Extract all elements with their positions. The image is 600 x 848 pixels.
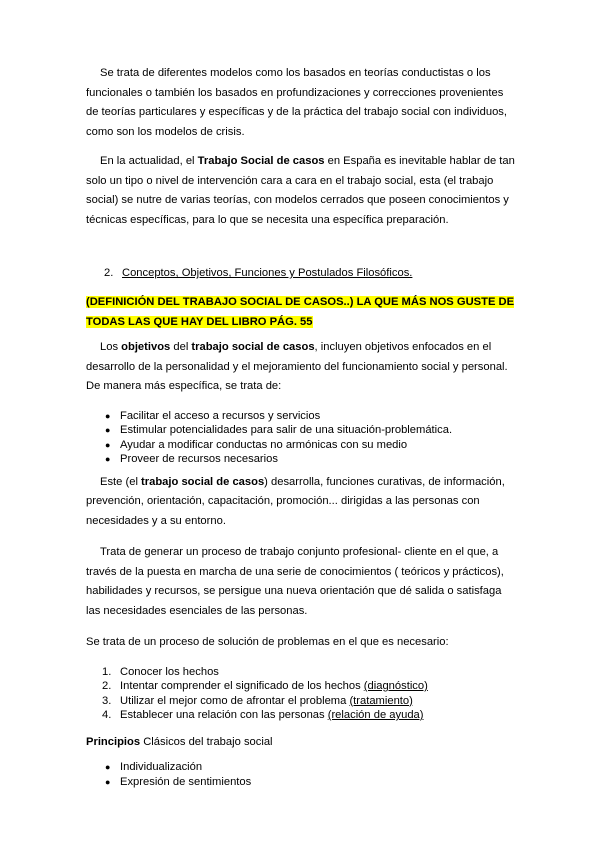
list-item	[86, 775, 518, 790]
bullet-icon: ●	[105, 439, 111, 450]
list-item-text: Estimular potencialidades para salir de una situación-problemática.	[120, 424, 453, 436]
list-item-text: Expresión de sentimientos	[120, 775, 252, 788]
bold-term: objetivos	[121, 341, 171, 353]
paragraph-actualidad	[86, 152, 518, 230]
underlined-term: (tratamiento)	[349, 694, 413, 707]
list-number: 2.	[102, 680, 112, 692]
list-item-text	[120, 708, 424, 723]
list-number: 4.	[102, 709, 112, 721]
list-item	[86, 409, 518, 424]
list-item	[86, 708, 518, 723]
bullet-icon: ●	[105, 762, 111, 772]
list-item	[86, 423, 518, 438]
paragraph-principios	[86, 733, 518, 753]
bullet-icon: ●	[105, 776, 111, 787]
highlighted-note	[86, 293, 518, 332]
text-run: Este (el	[100, 475, 142, 488]
section-number: 2.	[104, 267, 114, 279]
text-run: Establecer una relación con las personas	[120, 709, 328, 721]
list-item	[86, 694, 518, 709]
text-run: En la actualidad, el	[100, 155, 198, 167]
bullet-icon: ●	[105, 425, 111, 435]
section-title: Conceptos, Objetivos, Funciones y Postulados Filosóficos.	[122, 267, 413, 279]
text-run: en España es inevitable hablar de tan solo un tipo o nivel de intervención cara a cara en el trabajo social, esta (el trabajo social) se nutre de varias teorías, con modelos cerrados que poseen conocimientos y técnicas específicas, para lo que se necesita una específica preparación.	[86, 155, 515, 226]
list-item-text	[120, 665, 219, 680]
list-item	[86, 438, 518, 453]
list-item	[86, 452, 518, 467]
text-run: Utilizar el mejor como de afrontar el problema	[120, 694, 350, 707]
text-run: , incluyen objetivos enfocados en el desarrollo de la personalidad y el mejoramiento del funcionamiento social y personal. De manera más específica, se trata de:	[86, 341, 508, 392]
objectives-list	[86, 409, 518, 467]
text-run: Clásicos del trabajo social	[140, 735, 273, 748]
bold-term: trabajo social de casos	[141, 475, 265, 488]
bullet-icon: ●	[105, 454, 111, 464]
paragraph-funciones	[86, 473, 518, 532]
list-item-text	[120, 694, 413, 709]
bullet-icon: ●	[105, 410, 111, 421]
paragraph-objetivos	[86, 338, 518, 397]
bold-term: Principios	[86, 735, 141, 748]
paragraph-trata: Trata de generar un proceso de trabajo conjunto profesional- cliente en el que, a través de la puesta en marcha de una serie de conocimientos ( teóricos y prácticos), habilidades y recursos, se persigue una nueva orientación que dé salida o satisfaga las necesidades esenciales de las personas.	[86, 546, 504, 617]
paragraph-proceso: Se trata de un proceso de solución de problemas en el que es necesario:	[86, 636, 449, 648]
paragraph-models: Se trata de diferentes modelos como los basados en teorías conductistas o los funcionales o también los basados en profundizaciones y correcciones provenientes de teorías particulares y específicas y de la práctica del trabajo social con individuos, como son los modelos de crisis.	[86, 67, 507, 138]
bold-term: Trabajo Social de casos	[197, 155, 325, 167]
document-page	[86, 64, 518, 789]
list-item-text	[120, 679, 428, 694]
steps-list	[86, 665, 518, 723]
list-item-text: Proveer de recursos necesarios	[120, 453, 278, 465]
text-run: Conocer los hechos	[120, 665, 219, 678]
section-heading	[86, 264, 518, 283]
list-number: 1.	[102, 665, 112, 678]
underlined-term: (relación de ayuda)	[327, 709, 424, 721]
list-item	[86, 665, 518, 680]
text-run: Los	[100, 341, 122, 353]
list-item-text: Individualización	[120, 761, 203, 773]
list-item	[86, 679, 518, 694]
bold-term: trabajo social de casos	[191, 341, 315, 353]
highlight-text: (DEFINICIÓN DEL TRABAJO SOCIAL DE CASOS..) LA QUE MÁS NOS GUSTE DE TODAS LAS QUE HAY DEL LIBRO PÁG. 55	[86, 296, 515, 328]
text-run: del	[170, 341, 192, 353]
principles-list	[86, 760, 518, 789]
text-run: Intentar comprender el significado de los hechos	[120, 680, 364, 692]
list-number: 3.	[102, 694, 112, 707]
list-item-text: Facilitar el acceso a recursos y servicios	[120, 409, 321, 422]
text-run: ) desarrolla, funciones curativas, de información, prevención, orientación, capacitación, promoción... dirigidas a las personas con necesidades y a su entorno.	[86, 475, 505, 527]
list-item	[86, 760, 518, 775]
list-item-text: Ayudar a modificar conductas no armónicas con su medio	[120, 438, 408, 451]
underlined-term: (diagnóstico)	[363, 680, 428, 692]
